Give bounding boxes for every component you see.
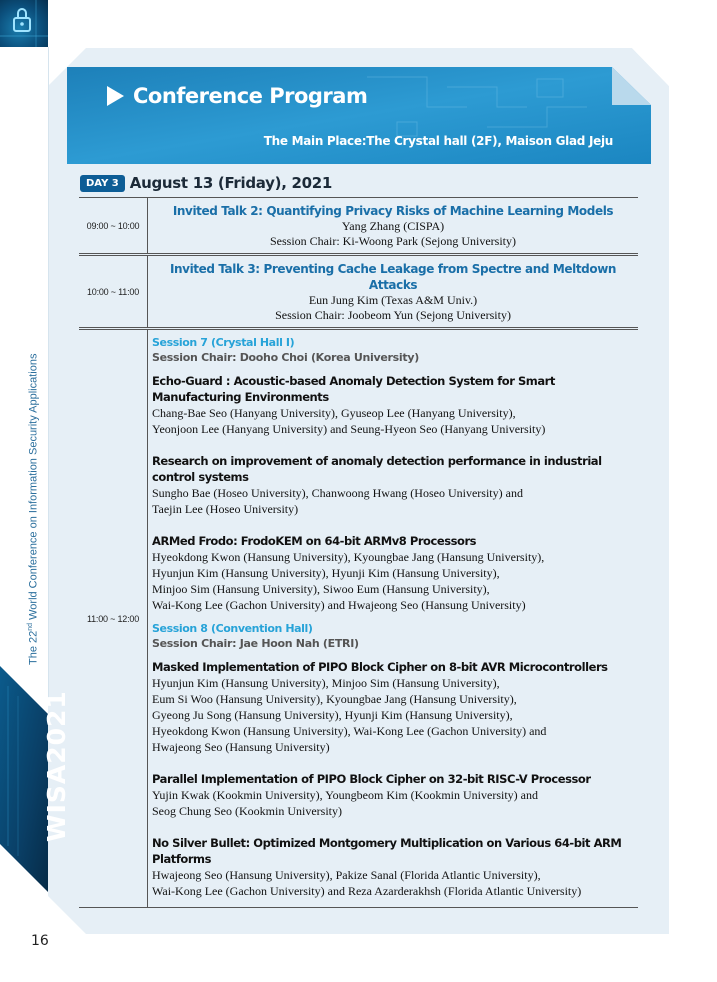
session-chair: Session Chair: Jae Hoon Nah (ETRI) <box>152 637 359 650</box>
time-cell: 11:00 ~ 12:00 <box>79 330 148 907</box>
paper-entry <box>152 771 634 819</box>
paper-title: Research on improvement of anomaly detection performance in industrial control systems <box>152 454 602 484</box>
paper-authors: Wai-Kong Lee (Gachon University) and Reza Azarderakhsh (Florida Atlantic University) <box>152 884 582 898</box>
session-8 <box>152 621 634 899</box>
paper-title: Echo-Guard : Acoustic-based Anomaly Detection System for Smart Manufacturing Environments <box>152 374 555 404</box>
session-name: Session 7 (Crystal Hall I) <box>152 336 295 349</box>
talk-speaker: Eun Jung Kim (Texas A&M Univ.) <box>308 293 478 307</box>
paper-authors: Taejin Lee (Hoseo University) <box>152 502 299 516</box>
paper-entry <box>152 373 634 437</box>
paper-entry <box>152 453 634 517</box>
paper-authors: Hyeokdong Kwon (Hansung University), Kyoungbae Jang (Hansung University), <box>152 550 545 564</box>
paper-authors: Seog Chung Seo (Kookmin University) <box>152 804 342 818</box>
paper-authors: Hyunjun Kim (Hansung University), Hyunji Kim (Hansung University), <box>152 566 500 580</box>
play-arrow-icon <box>107 86 124 106</box>
schedule-row <box>79 198 638 256</box>
talk-speaker: Yang Zhang (CISPA) <box>341 219 445 233</box>
paper-authors: Hyunjun Kim (Hansung University), Minjoo Sim (Hansung University), <box>152 676 500 690</box>
header-banner <box>67 67 651 164</box>
schedule-row <box>79 330 638 908</box>
time-cell: 09:00 ~ 10:00 <box>79 198 148 253</box>
paper-authors: Hwajeong Seo (Hansung University) <box>152 740 330 754</box>
paper-authors: Yeonjoon Lee (Hanyang University) and Seung-Hyeon Seo (Hanyang University) <box>152 422 546 436</box>
paper-authors: Wai-Kong Lee (Gachon University) and Hwajeong Seo (Hansung University) <box>152 598 526 612</box>
paper-authors: Gyeong Ju Song (Hansung University), Hyunji Kim (Hansung University), <box>152 708 513 722</box>
paper-authors: Sungho Bae (Hoseo University), Chanwoong Hwang (Hoseo University) and <box>152 486 523 500</box>
talk-chair: Session Chair: Ki-Woong Park (Sejong University) <box>269 234 516 248</box>
paper-entry <box>152 659 634 755</box>
lock-icon <box>0 0 48 47</box>
session-name: Session 8 (Convention Hall) <box>152 622 313 635</box>
time-cell: 10:00 ~ 11:00 <box>79 256 148 327</box>
session-chair: Session Chair: Dooho Choi (Korea University) <box>152 351 419 364</box>
day-badge: DAY 3 <box>80 175 125 192</box>
wisa-logo-banner <box>0 666 48 892</box>
paper-title: Masked Implementation of PIPO Block Cipher on 8-bit AVR Microcontrollers <box>152 660 608 674</box>
paper-entry <box>152 533 634 613</box>
session-block <box>148 330 638 907</box>
invited-talk <box>148 198 638 253</box>
page-title: Conference Program <box>107 84 367 108</box>
side-conference-title: The 22nd World Conference on Information Security Applications <box>27 353 40 665</box>
schedule-table <box>79 197 638 908</box>
paper-authors: Yujin Kwak (Kookmin University), Youngbeom Kim (Kookmin University) and <box>152 788 538 802</box>
side-divider <box>48 47 49 699</box>
paper-authors: Eum Si Woo (Hansung University), Kyoungbae Jang (Hansung University), <box>152 692 517 706</box>
talk-title: Invited Talk 3: Preventing Cache Leakage from Spectre and Meltdown Attacks <box>169 262 617 292</box>
talk-title: Invited Talk 2: Quantifying Privacy Risks of Machine Learning Models <box>172 204 614 218</box>
paper-entry <box>152 835 634 899</box>
session-7 <box>152 335 634 613</box>
schedule-row <box>79 256 638 330</box>
wisa-logo-text: WISA2021 <box>42 690 71 842</box>
paper-authors: Chang-Bae Seo (Hanyang University), Gyuseop Lee (Hanyang University), <box>152 406 516 420</box>
venue-subtitle: The Main Place:The Crystal hall (2F), Maison Glad Jeju <box>263 134 613 148</box>
paper-title: No Silver Bullet: Optimized Montgomery Multiplication on Various 64-bit ARM Platforms <box>152 836 622 866</box>
day-date: August 13 (Friday), 2021 <box>129 174 333 192</box>
paper-title: ARMed Frodo: FrodoKEM on 64-bit ARMv8 Processors <box>152 534 477 548</box>
paper-authors: Hyeokdong Kwon (Hansung University), Wai-Kong Lee (Gachon University) and <box>152 724 547 738</box>
talk-chair: Session Chair: Joobeom Yun (Sejong University) <box>275 308 511 322</box>
paper-authors: Minjoo Sim (Hansung University), Siwoo Eum (Hansung University), <box>152 582 490 596</box>
page-number: 16 <box>31 933 49 949</box>
invited-talk <box>148 256 638 327</box>
day-heading <box>80 174 332 192</box>
paper-title: Parallel Implementation of PIPO Block Cipher on 32-bit RISC-V Processor <box>152 772 591 786</box>
paper-authors: Hwajeong Seo (Hansung University), Pakize Sanal (Florida Atlantic University), <box>152 868 541 882</box>
corner-lock-tile <box>0 0 48 47</box>
